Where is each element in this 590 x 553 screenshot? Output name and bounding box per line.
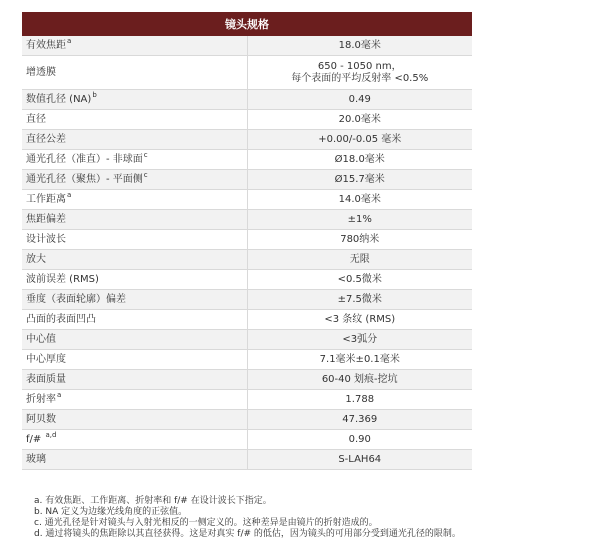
table-row [22, 250, 472, 270]
row-label-text: 阿贝数 [26, 413, 56, 425]
row-value: 0.49 [247, 90, 472, 110]
row-value: 14.0毫米 [247, 190, 472, 210]
table-title: 镜头规格 [22, 12, 472, 36]
row-label-text: 玻璃 [26, 453, 46, 465]
row-label-text: 设计波长 [26, 233, 66, 245]
row-label [22, 36, 247, 56]
table-row [22, 270, 472, 290]
row-label [22, 290, 247, 310]
table-row [22, 210, 472, 230]
row-value: Ø18.0毫米 [247, 150, 472, 170]
row-value: 7.1毫米±0.1毫米 [247, 350, 472, 370]
table-row [22, 390, 472, 410]
table-row [22, 430, 472, 450]
table-row [22, 330, 472, 350]
row-label [22, 370, 247, 390]
row-value: Ø15.7毫米 [247, 170, 472, 190]
table-row [22, 110, 472, 130]
footnote-b: b. NA 定义为边缘光线角度的正弦值。 [34, 507, 188, 517]
row-label-text: 中心值 [26, 333, 56, 345]
row-label-text: 通光孔径（准直）- 非球面 [26, 153, 143, 165]
row-value: <3弧分 [247, 330, 472, 350]
table-row [22, 190, 472, 210]
row-value: 18.0毫米 [247, 36, 472, 56]
row-label [22, 110, 247, 130]
table-row [22, 130, 472, 150]
row-label [22, 130, 247, 150]
row-label-text: f/# [26, 433, 42, 445]
row-value: 1.788 [247, 390, 472, 410]
row-value: <0.5微米 [247, 270, 472, 290]
row-value [247, 56, 472, 90]
table-row [22, 230, 472, 250]
footnotes [34, 496, 584, 540]
footnote-marker: b [92, 90, 97, 99]
row-label [22, 150, 247, 170]
row-label [22, 170, 247, 190]
table-body [22, 36, 472, 470]
footnote-marker: a,d [45, 430, 57, 439]
row-label-text: 有效焦距 [26, 39, 66, 51]
row-label [22, 450, 247, 470]
row-label [22, 430, 247, 450]
footnote-marker: a [67, 36, 72, 45]
table-row [22, 56, 472, 90]
table-header-row [22, 12, 472, 36]
table-row [22, 350, 472, 370]
row-label [22, 230, 247, 250]
row-label-text: 直径公差 [26, 133, 66, 145]
row-label [22, 390, 247, 410]
row-label-text: 波前误差 (RMS) [26, 273, 99, 285]
table-row [22, 36, 472, 56]
row-label [22, 270, 247, 290]
table-row [22, 170, 472, 190]
row-label-text: 放大 [26, 253, 46, 265]
row-label-text: 通光孔径（聚焦）- 平面侧 [26, 173, 143, 185]
row-label [22, 310, 247, 330]
row-label-text: 工作距离 [26, 193, 66, 205]
table-row [22, 150, 472, 170]
row-label-text: 表面质量 [26, 373, 66, 385]
row-label [22, 56, 247, 90]
row-value: 60-40 划痕-挖坑 [247, 370, 472, 390]
footnote-a: a. 有效焦距、工作距离、折射率和 f/# 在设计波长下指定。 [34, 496, 272, 506]
table-row [22, 90, 472, 110]
table-row [22, 450, 472, 470]
row-value: ±1% [247, 210, 472, 230]
row-label-text: 垂度（表面轮廓）偏差 [26, 293, 126, 305]
table-row [22, 410, 472, 430]
row-label-text: 折射率 [26, 393, 56, 405]
lens-spec-table-container [22, 12, 472, 470]
row-value: +0.00/-0.05 毫米 [247, 130, 472, 150]
row-value: 20.0毫米 [247, 110, 472, 130]
footnote-marker: a [67, 190, 72, 199]
row-label [22, 90, 247, 110]
table-row [22, 290, 472, 310]
row-value: 47.369 [247, 410, 472, 430]
row-label [22, 410, 247, 430]
table-row [22, 370, 472, 390]
footnote-d: d. 通过将镜头的焦距除以其直径获得。这是对真实 f/# 的低估，因为镜头的可用部分受到通光孔径的限制。 [34, 529, 461, 539]
row-value: 780纳米 [247, 230, 472, 250]
row-value-line-2: 每个表面的平均反射率 <0.5% [291, 72, 429, 84]
row-label-text: 直径 [26, 113, 46, 125]
row-label-text: 增透膜 [26, 66, 56, 78]
row-value-line-1: 650 - 1050 nm， [317, 60, 402, 72]
row-label-text: 凸面的表面凹凸 [26, 313, 96, 325]
row-value: S-LAH64 [247, 450, 472, 470]
row-label [22, 250, 247, 270]
row-label [22, 190, 247, 210]
row-value: 0.90 [247, 430, 472, 450]
table-row [22, 310, 472, 330]
footnote-c: c. 通光孔径是针对镜头与入射光相反的一侧定义的。这种差异是由镜片的折射造成的。 [34, 518, 378, 528]
row-label-text: 中心厚度 [26, 353, 66, 365]
lens-spec-table [22, 12, 472, 470]
row-label [22, 210, 247, 230]
row-value: ±7.5微米 [247, 290, 472, 310]
row-label [22, 330, 247, 350]
row-label-text: 数值孔径 (NA) [26, 93, 92, 105]
row-label [22, 350, 247, 370]
footnote-marker: c [143, 150, 148, 159]
row-label-text: 焦距偏差 [26, 213, 66, 225]
row-value: <3 条纹 (RMS) [247, 310, 472, 330]
row-value: 无限 [247, 250, 472, 270]
footnote-marker: c [143, 170, 148, 179]
footnote-marker: a [57, 390, 62, 399]
